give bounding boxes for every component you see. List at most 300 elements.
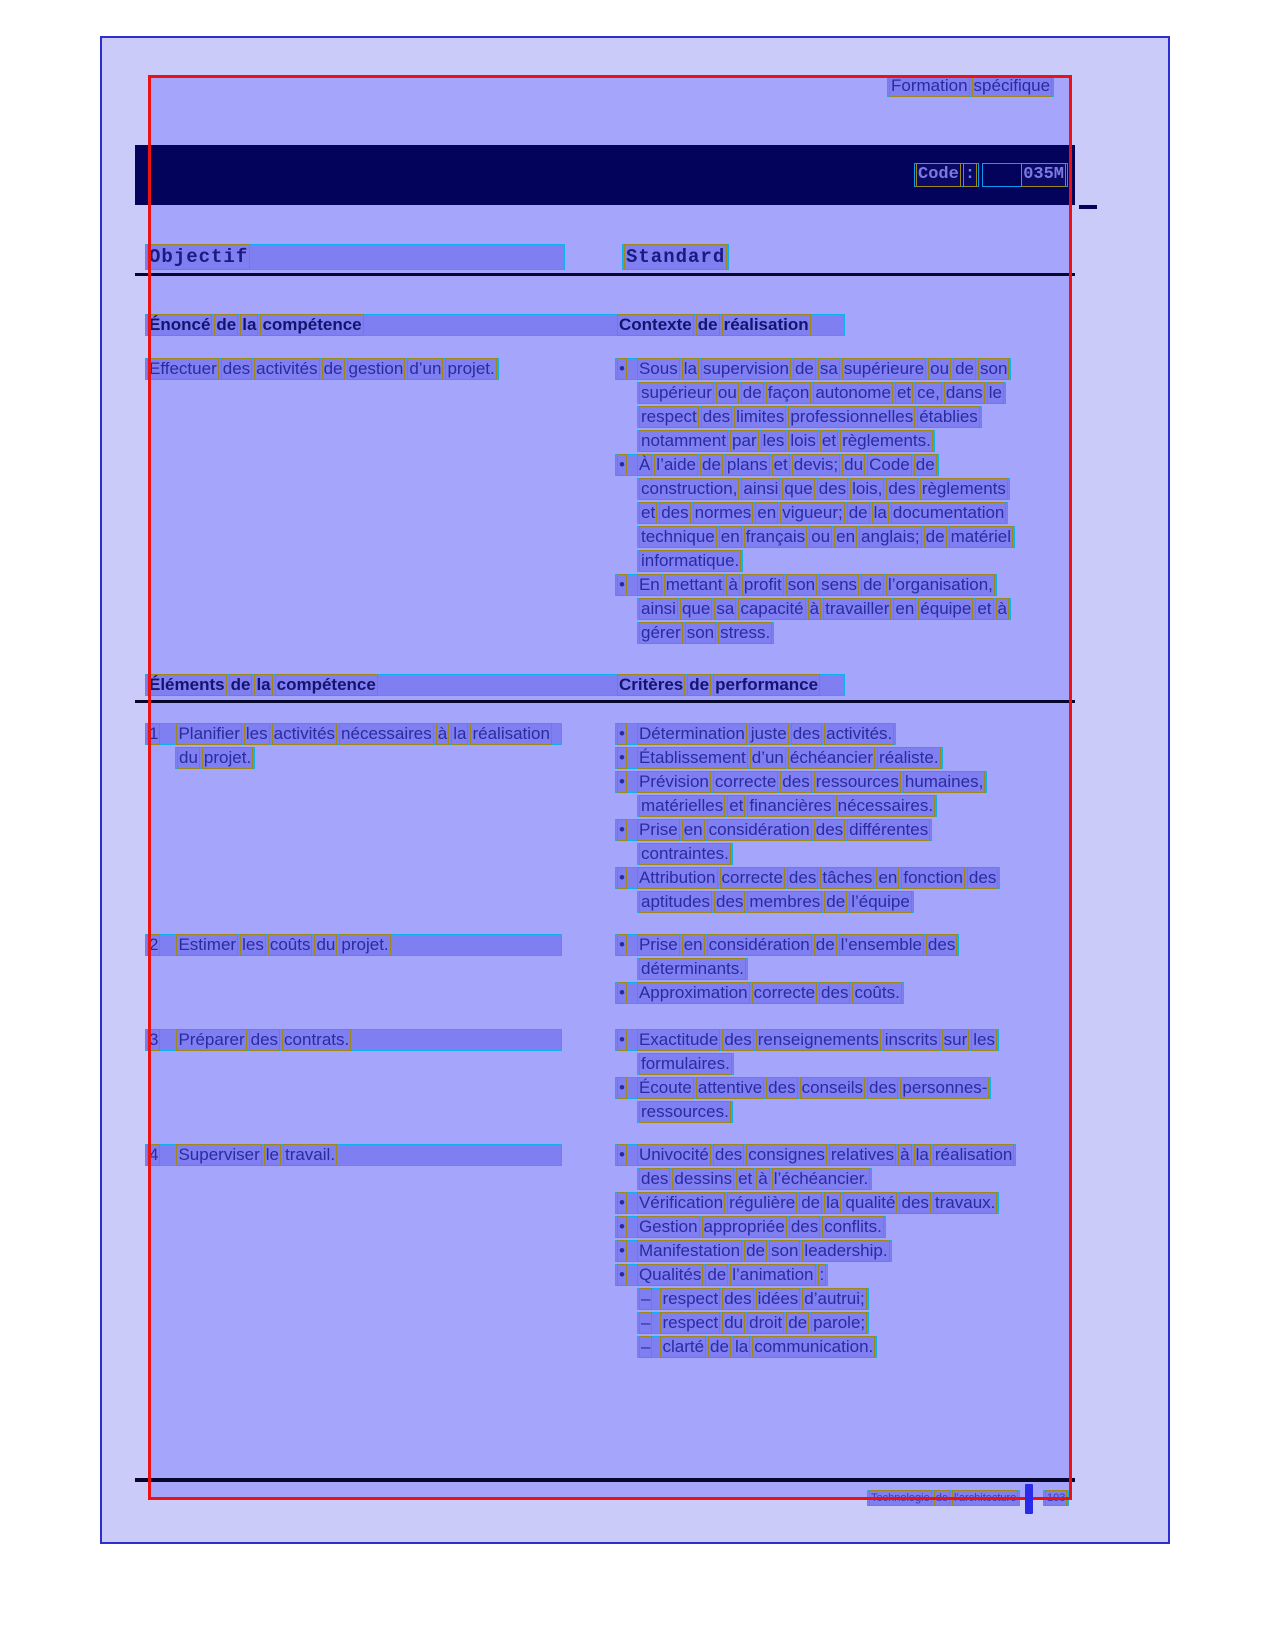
word: des (901, 1193, 929, 1212)
word: du (316, 935, 336, 954)
dash-marker: – (641, 1289, 651, 1308)
word: Planifier (178, 724, 240, 743)
word: français (745, 527, 806, 546)
word: performance (715, 675, 819, 694)
word: sa (819, 359, 838, 378)
word: supérieur (641, 383, 712, 402)
word: de (702, 455, 721, 474)
word: supervision (702, 359, 789, 378)
footer-program (867, 1490, 1020, 1506)
word: Contexte (619, 315, 692, 334)
word: formulaires. (641, 1054, 730, 1073)
bullet-marker: • (619, 1030, 625, 1049)
word: supérieure (843, 359, 925, 378)
word: l’ensemble (840, 935, 922, 954)
text-line (615, 1029, 999, 1051)
word: des (927, 935, 956, 954)
bullet-marker: • (619, 772, 625, 791)
context-bullets (615, 358, 1015, 646)
section2-headers (145, 674, 845, 698)
right-header (616, 315, 812, 335)
bullet-marker: • (619, 748, 625, 767)
word: des (716, 892, 744, 911)
bullet-marker: • (619, 359, 625, 378)
word: de (230, 675, 251, 694)
bullet-marker: • (619, 1145, 625, 1164)
spacer (628, 455, 636, 475)
word: attentive (697, 1078, 763, 1097)
bullet-marker: • (619, 1241, 625, 1260)
word: coûts (269, 935, 311, 954)
spacer (628, 820, 636, 840)
word: humaines, (904, 772, 984, 791)
word: des (768, 1078, 796, 1097)
word: à (900, 1145, 910, 1164)
text-line (145, 723, 562, 745)
word: normes (694, 503, 752, 522)
text-line (615, 867, 1000, 889)
word: la (256, 675, 271, 694)
word: des (792, 724, 821, 743)
code-colon: : (963, 163, 977, 187)
standard-row (622, 244, 729, 272)
text-line (615, 819, 932, 841)
word: nécessaires (341, 724, 432, 743)
word: de (935, 1492, 948, 1504)
spacer (628, 1193, 636, 1213)
text-line (637, 478, 1010, 500)
word: règlements (921, 479, 1006, 498)
word: à (997, 599, 1007, 618)
text-line (615, 723, 896, 745)
word: relatives (830, 1145, 895, 1164)
word: les (762, 431, 785, 450)
divider-line-1 (135, 273, 1075, 276)
text-line (637, 958, 748, 980)
word: l’équipe (851, 892, 910, 911)
spacer (628, 1030, 636, 1050)
text-line (867, 1490, 1020, 1506)
word: Technologie (871, 1492, 930, 1504)
word: déterminants. (641, 959, 744, 978)
word: conflits. (824, 1217, 882, 1236)
word: des (869, 1078, 897, 1097)
spacer (628, 1078, 636, 1098)
text-line (914, 163, 979, 187)
word: la (734, 1337, 749, 1356)
word: de (815, 935, 835, 954)
text-line (615, 1144, 1016, 1166)
word: personnes- (902, 1078, 988, 1097)
word: projet. (203, 748, 252, 767)
word: sur (943, 1030, 968, 1049)
word: : (819, 1265, 825, 1284)
word: les (242, 935, 264, 954)
word: différentes (849, 820, 929, 839)
text-line (615, 1216, 886, 1238)
word: règlements. (842, 431, 931, 450)
spacer (628, 359, 636, 379)
spacer (161, 1030, 175, 1050)
word: correcte (753, 983, 816, 1002)
word: et (977, 599, 992, 618)
spacer (628, 772, 636, 792)
bullet-marker: • (619, 455, 625, 474)
word: des (222, 359, 251, 378)
word: compétence (262, 315, 362, 334)
text-line (145, 314, 845, 336)
word: considération (708, 820, 810, 839)
word: de (746, 1241, 765, 1260)
text-line (637, 382, 1006, 404)
word: en (878, 868, 898, 887)
word: la (242, 315, 257, 334)
dash-marker: – (641, 1313, 651, 1332)
word: plans (726, 455, 768, 474)
spacer (653, 1337, 659, 1357)
text-line (622, 244, 729, 270)
word: qualité (845, 1193, 896, 1212)
word: Code (869, 455, 910, 474)
word: des (724, 1289, 752, 1308)
text-line (637, 891, 914, 913)
word: que (681, 599, 711, 618)
code-row (914, 163, 1068, 189)
word: Superviser (178, 1145, 260, 1164)
text-line (637, 1053, 734, 1075)
text-line (637, 1168, 872, 1190)
word: droit (749, 1313, 783, 1332)
word: des (821, 983, 849, 1002)
word: membres (749, 892, 821, 911)
word: de (323, 359, 343, 378)
spacer (628, 1241, 636, 1261)
word: des (782, 772, 810, 791)
text-line (145, 358, 499, 380)
blue-caret-mark (1025, 1484, 1033, 1514)
word: gestion (348, 359, 404, 378)
text-line (615, 1264, 828, 1286)
code-value: 035M (1021, 163, 1066, 187)
word: de (955, 359, 974, 378)
word: réalisation (723, 315, 809, 334)
bullet-marker: • (619, 1078, 625, 1097)
text-line (637, 622, 774, 644)
word: des (714, 1145, 743, 1164)
standard-label: Standard (626, 246, 726, 268)
word: correcte (714, 772, 777, 791)
text-line (615, 747, 943, 769)
word: informatique. (641, 551, 740, 570)
word: de (925, 527, 945, 546)
word: son (686, 623, 715, 642)
text-line (637, 1336, 877, 1358)
word: anglais; (861, 527, 920, 546)
text-line (145, 1029, 562, 1051)
word: Écoute (638, 1078, 692, 1097)
word: stress. (720, 623, 771, 642)
word: dessins (674, 1169, 733, 1188)
word: par (732, 431, 757, 450)
bullet-marker: • (619, 820, 625, 839)
word: juste (750, 724, 787, 743)
spacer (628, 935, 636, 955)
word: documentation (892, 503, 1005, 522)
blue-frame (100, 36, 1170, 1544)
item-number: 2 (149, 935, 159, 954)
word: la (873, 503, 887, 522)
word: les (245, 724, 268, 743)
word: les (973, 1030, 995, 1049)
word: ainsi (641, 599, 676, 618)
word: de (788, 1313, 808, 1332)
word: construction, (641, 479, 738, 498)
word: financières (749, 796, 832, 815)
word: gérer (641, 623, 681, 642)
objectif-label: Objectif (149, 246, 249, 268)
element-label (145, 1144, 562, 1168)
word: de (801, 1193, 821, 1212)
word: leadership. (804, 1241, 888, 1260)
word: consignes (748, 1145, 825, 1164)
word: respect (662, 1313, 719, 1332)
spacer (628, 1145, 636, 1165)
word: en (836, 527, 856, 546)
word: considération (708, 935, 810, 954)
word: sens (821, 575, 858, 594)
objectif-row (145, 244, 565, 272)
word: matériel (950, 527, 1012, 546)
word: renseignements (757, 1030, 879, 1049)
word: Gestion (638, 1217, 698, 1236)
word: le (265, 1145, 279, 1164)
word: des (788, 868, 817, 887)
word: Estimer (178, 935, 237, 954)
word: du (179, 748, 198, 767)
text-line (615, 1240, 892, 1262)
word: Approximation (638, 983, 748, 1002)
word: établies (919, 407, 978, 426)
text-line (637, 1101, 733, 1123)
word: Détermination (638, 724, 745, 743)
word: d’un (409, 359, 442, 378)
bullet-marker: • (619, 935, 625, 954)
word: à (809, 599, 820, 618)
spacer (628, 748, 636, 768)
text-line (615, 1192, 999, 1214)
text-line (615, 454, 939, 476)
word: activités (273, 724, 336, 743)
word: ou (811, 527, 831, 546)
item-number: 3 (149, 1030, 159, 1049)
spacer (161, 724, 175, 744)
word: ou (717, 383, 737, 402)
code-label: Code (916, 163, 961, 187)
spacer (628, 1265, 636, 1285)
page-number: 103 (1047, 1492, 1066, 1504)
word: Éléments (149, 675, 225, 694)
word: Prévision (638, 772, 709, 791)
word: des (968, 868, 997, 887)
word: l’organisation, (887, 575, 993, 594)
bullet-marker: • (619, 1265, 625, 1284)
word: correcte (721, 868, 783, 887)
word: à (758, 1169, 768, 1188)
word: spécifique (973, 76, 1051, 95)
word: En (638, 575, 660, 594)
element-label (145, 934, 562, 958)
word: notamment (641, 431, 727, 450)
word: respect (641, 407, 697, 426)
word: Attribution (638, 868, 716, 887)
word: profit (743, 575, 782, 594)
word: de (848, 503, 868, 522)
word: sa (716, 599, 735, 618)
word: la (826, 1193, 840, 1212)
word: en (683, 820, 703, 839)
word: de (826, 892, 846, 911)
criteria-list (615, 1144, 1016, 1360)
word: Vérification (638, 1193, 724, 1212)
word: technique (641, 527, 715, 546)
word: de (707, 1265, 727, 1284)
spacer (628, 1217, 636, 1237)
word: de (915, 455, 935, 474)
word: de (710, 1337, 729, 1356)
word: de (689, 675, 710, 694)
word: Formation (891, 76, 968, 95)
word: en (720, 527, 740, 546)
word: des (250, 1030, 279, 1049)
word: ce, (917, 383, 940, 402)
word: en (683, 935, 703, 954)
word: à (437, 724, 448, 743)
word: contrats. (284, 1030, 350, 1049)
word: du (844, 455, 864, 474)
text-line (637, 550, 743, 572)
spacer (628, 983, 636, 1003)
text-line (145, 674, 845, 696)
word: Univocité (638, 1145, 709, 1164)
text-line (145, 934, 562, 956)
word: projet. (447, 359, 495, 378)
word: ressources. (641, 1102, 729, 1121)
word: en (895, 599, 915, 618)
bullet-marker: • (619, 724, 625, 743)
word: Sous (638, 359, 678, 378)
text-line (145, 244, 565, 270)
word: Critères (619, 675, 684, 694)
word: matérielles (641, 796, 724, 815)
word: le (988, 383, 1002, 402)
word: ainsi (743, 479, 779, 498)
text-line (637, 598, 1011, 620)
word: l’animation (732, 1265, 814, 1284)
word: Effectuer (149, 359, 217, 378)
text-line (982, 163, 1068, 187)
word: Énoncé (149, 315, 211, 334)
word: la (915, 1145, 929, 1164)
criteria-list (615, 934, 959, 1006)
text-line (175, 747, 255, 769)
word: du (724, 1313, 744, 1332)
word: l’architecture (953, 1492, 1017, 1504)
word: autonome (815, 383, 891, 402)
word: ressources (815, 772, 899, 791)
word: devis; (793, 455, 839, 474)
word: Manifestation (638, 1241, 741, 1260)
element-label (145, 1029, 562, 1053)
divider-line-2 (135, 700, 1075, 703)
bullet-marker: • (619, 983, 625, 1002)
word: Qualités (638, 1265, 702, 1284)
bullet-marker: • (619, 1217, 625, 1236)
word: activités. (826, 724, 893, 743)
word: Prise (638, 820, 678, 839)
spacer (628, 724, 636, 744)
word: vigueur; (782, 503, 843, 522)
word: contraintes. (641, 844, 729, 863)
bullet-marker: • (619, 868, 625, 887)
text-line (637, 1288, 869, 1310)
word: et (641, 503, 656, 522)
word: travail. (284, 1145, 336, 1164)
word: régulière (729, 1193, 796, 1212)
text-line (637, 1312, 869, 1334)
word: équipe (920, 599, 972, 618)
word: façon (767, 383, 810, 402)
text-line (1043, 1490, 1069, 1506)
bullet-marker: • (619, 1193, 625, 1212)
competence-statement (145, 358, 499, 382)
word: l’aide (656, 455, 696, 474)
header-bar-tick (1079, 205, 1097, 209)
footer-page (1043, 1490, 1069, 1506)
word: appropriée (703, 1217, 785, 1236)
word: clarté (662, 1337, 705, 1356)
text-line (887, 75, 1054, 97)
word: son (787, 575, 816, 594)
word: compétence (276, 675, 376, 694)
spacer (628, 868, 636, 888)
criteria-list (615, 1029, 999, 1125)
text-line (615, 1077, 991, 1099)
word: d’autrui; (804, 1289, 865, 1308)
word: limites (736, 407, 785, 426)
text-line (615, 771, 987, 793)
word: et (738, 1169, 753, 1188)
divider-line-3 (135, 1478, 1075, 1482)
word: des (818, 479, 847, 498)
spacer (653, 1313, 659, 1333)
word: travaux. (934, 1193, 996, 1212)
criteria-list (615, 723, 1000, 915)
word: conseils (801, 1078, 863, 1097)
word: la (683, 359, 697, 378)
spacer (628, 575, 636, 595)
word: de (697, 315, 718, 334)
word: capacité (740, 599, 804, 618)
word: Établissement (638, 748, 746, 767)
word: des (790, 1217, 819, 1236)
word: respect (662, 1289, 719, 1308)
text-line (615, 934, 959, 956)
word: communication. (754, 1337, 874, 1356)
text-line (637, 406, 982, 428)
top-right-label (887, 75, 1054, 99)
word: réaliste. (879, 748, 939, 767)
word: projet. (341, 935, 389, 954)
